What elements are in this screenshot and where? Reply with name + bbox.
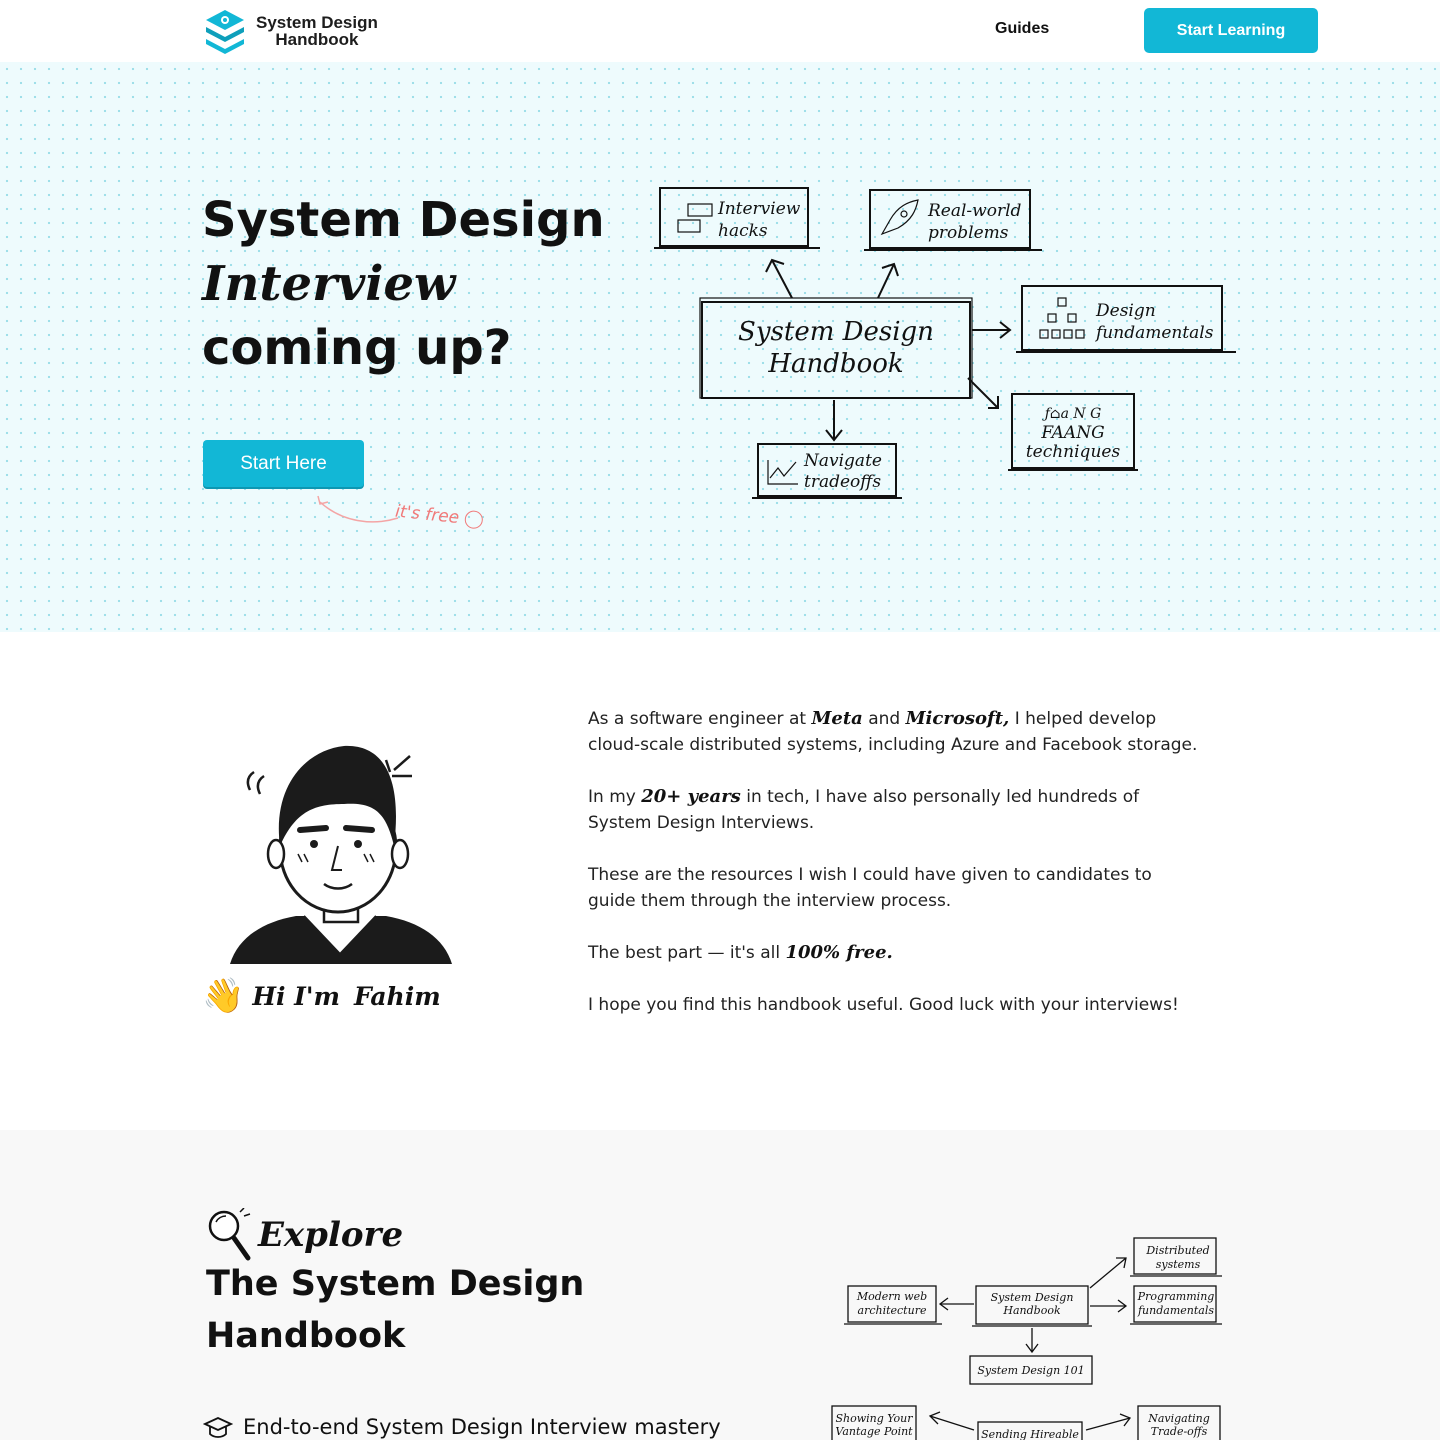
about-paragraph-3: These are the resources I wish I could have given to candidates to guide them through the interview process. — [588, 865, 1152, 911]
chart-icon — [768, 460, 798, 484]
explore-diagram-programming-2: fundamentals — [1137, 1304, 1215, 1317]
about-years: 20+ years — [641, 786, 741, 807]
diagram-navigate-1: Navigate — [804, 451, 882, 471]
wave-hand-icon: 👋 — [202, 976, 245, 1016]
diagram-faang-1: FAANG — [1041, 423, 1105, 443]
explore-diagram-tradeoffs-1: Navigating — [1148, 1412, 1210, 1425]
about-paragraph-2 — [588, 784, 1198, 836]
diagram-center-line2: Handbook — [768, 349, 904, 379]
explore-diagram-hireable: Sending Hireable — [981, 1428, 1079, 1440]
logo-line2: Handbook — [275, 30, 359, 49]
explore-diagram-distributed-2: systems — [1155, 1258, 1201, 1271]
about-meta: Meta — [811, 708, 863, 729]
diagram-design-fund-2: fundamentals — [1096, 323, 1214, 343]
author-greeting — [202, 976, 447, 1016]
graduation-cap-icon — [203, 1414, 233, 1440]
hero-title — [202, 188, 605, 380]
feature-item-label: End-to-end System Design Interview mastery — [243, 1415, 721, 1439]
about-p2-a: In my — [588, 787, 642, 807]
explore-diagram — [828, 1232, 1228, 1440]
about-p2-b: in tech, I have also personally led hundreds of System Design Interviews. — [588, 787, 1140, 833]
explore-diagram-modern-1: Modern web — [856, 1290, 928, 1303]
explore-diagram-vantage-1: Showing Your — [835, 1412, 913, 1425]
hero-title-line3: coming up? — [202, 320, 512, 376]
explore-title: The System Design Handbook — [206, 1264, 585, 1356]
diagram-faang-logos: ƒ⌂a N G — [1044, 406, 1102, 422]
explore-diagram-tradeoffs-2: Trade-offs — [1150, 1425, 1208, 1438]
diagram-faang-2: techniques — [1025, 442, 1121, 462]
sunglasses-emoji-icon — [464, 510, 484, 530]
diagram-interview-hacks-2: hacks — [718, 221, 768, 241]
diagram-real-world-1: Real-world — [928, 201, 1022, 221]
about-microsoft: Microsoft, — [905, 708, 1010, 729]
hero-title-line1: System Design — [202, 192, 605, 248]
explore-kicker — [206, 1208, 403, 1262]
logo[interactable] — [202, 8, 378, 54]
diagram-navigate-2: tradeoffs — [804, 472, 882, 492]
explore-diagram-distributed-1: Distributed — [1146, 1244, 1210, 1257]
hierarchy-icon — [1040, 298, 1084, 338]
about-text — [588, 706, 1198, 1044]
diagram-design-fund-1: Design — [1096, 301, 1156, 321]
greeting-name: Fahim — [348, 982, 447, 1011]
rocket-icon — [882, 200, 918, 234]
about-p1-b: I helped develop cloud-scale distributed systems, including Azure and Facebook storage. — [588, 709, 1198, 755]
magnifier-icon — [206, 1208, 252, 1262]
explore-diagram-modern-2: architecture — [857, 1304, 927, 1317]
logo-icon — [202, 8, 248, 54]
explore-diagram-center-2: Handbook — [1003, 1304, 1061, 1317]
about-paragraph-4 — [588, 940, 1198, 966]
explore-diagram-sd101: System Design 101 — [977, 1364, 1085, 1377]
feature-item — [203, 1414, 721, 1440]
id-card-icon — [678, 204, 712, 232]
explore-diagram-center-1: System Design — [990, 1291, 1074, 1304]
free-arrow-icon — [312, 492, 402, 532]
hero-diagram — [650, 178, 1250, 508]
start-here-button[interactable]: Start Here — [203, 440, 364, 487]
greeting-hi: Hi I'm — [252, 981, 340, 1011]
diagram-real-world-2: problems — [928, 223, 1009, 243]
explore-kicker-word: Explore — [258, 1215, 404, 1255]
diagram-interview-hacks-1: Interview — [718, 199, 801, 219]
hero-title-highlight: Interview — [202, 252, 455, 316]
start-learning-button[interactable]: Start Learning — [1144, 8, 1318, 53]
about-paragraph-5: I hope you find this handbook useful. Good luck with your interviews! — [588, 995, 1179, 1015]
about-p1-and: and — [862, 709, 906, 729]
about-paragraph-1 — [588, 706, 1198, 758]
author-avatar — [226, 742, 456, 968]
top-nav — [0, 0, 1440, 62]
explore-diagram-vantage-2: Vantage Point — [835, 1425, 913, 1438]
logo-text — [256, 14, 378, 48]
logo-line1: System Design — [256, 13, 378, 32]
about-p1-a: As a software engineer at — [588, 709, 812, 729]
diagram-center-line1: System Design — [738, 317, 934, 347]
nav-link-guides[interactable]: Guides — [995, 20, 1050, 37]
about-free: 100% free. — [785, 942, 893, 963]
about-p4-a: The best part — it's all — [588, 943, 786, 963]
explore-diagram-programming-1: Programming — [1137, 1290, 1215, 1303]
free-note-text: it's free — [394, 501, 461, 529]
